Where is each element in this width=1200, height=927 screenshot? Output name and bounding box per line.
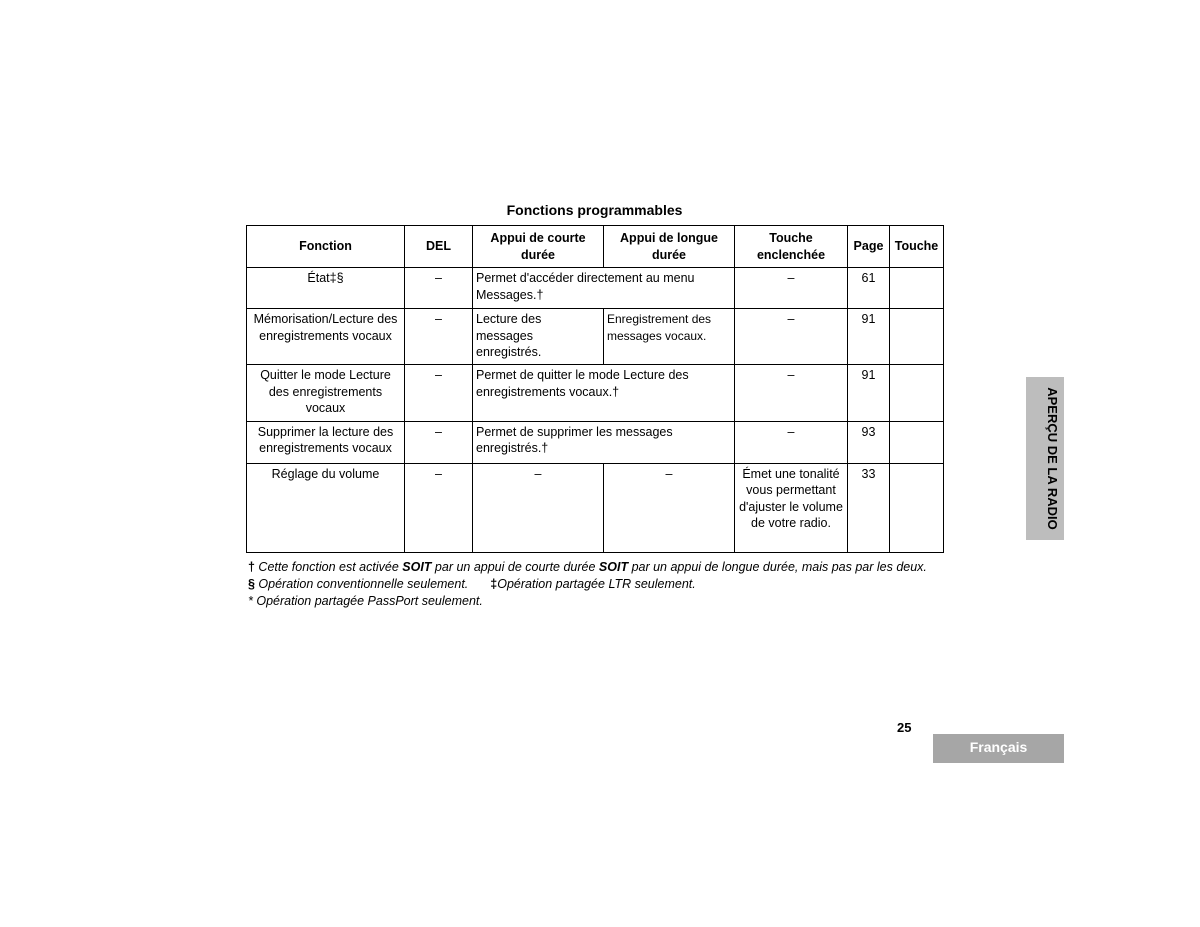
header-fonction: Fonction bbox=[247, 226, 405, 268]
cell-courte: Lecture des messages enregistrés. bbox=[473, 309, 604, 365]
table-row bbox=[247, 365, 944, 421]
cell-touche bbox=[890, 268, 944, 309]
cell-del: – bbox=[405, 268, 473, 309]
cell-action: Permet de quitter le mode Lecture des enregistrements vocaux.† bbox=[473, 365, 735, 421]
cell-page: 33 bbox=[848, 463, 890, 552]
table-header-row bbox=[247, 226, 944, 268]
dagger-symbol: † bbox=[248, 560, 255, 574]
cell-page: 91 bbox=[848, 309, 890, 365]
cell-action: Permet de supprimer les messages enregistrés.† bbox=[473, 421, 735, 463]
cell-touche bbox=[890, 463, 944, 552]
cell-page: 91 bbox=[848, 365, 890, 421]
header-touche: Touche bbox=[890, 226, 944, 268]
cell-enclenchee: – bbox=[735, 268, 848, 309]
table-row bbox=[247, 309, 944, 365]
header-page: Page bbox=[848, 226, 890, 268]
soit-emphasis: SOIT bbox=[402, 560, 432, 574]
table-row bbox=[247, 421, 944, 463]
cell-touche bbox=[890, 421, 944, 463]
cell-fonction: État‡§ bbox=[247, 268, 405, 309]
cell-touche bbox=[890, 365, 944, 421]
soit-emphasis: SOIT bbox=[598, 560, 629, 574]
section-side-tab bbox=[1026, 377, 1064, 540]
table-title: Fonctions programmables bbox=[506, 202, 683, 218]
header-touche-enclenchee: Touche enclenchée bbox=[735, 226, 848, 268]
cell-courte: – bbox=[473, 463, 604, 552]
cell-del: – bbox=[405, 309, 473, 365]
cell-fonction: Réglage du volume bbox=[247, 463, 405, 552]
cell-longue: – bbox=[604, 463, 735, 552]
footnotes bbox=[248, 559, 948, 610]
cell-fonction: Supprimer la lecture des enregistrements vocaux bbox=[247, 421, 405, 463]
star-symbol: * bbox=[248, 594, 253, 608]
page-number: 25 bbox=[897, 720, 912, 735]
cell-touche bbox=[890, 309, 944, 365]
cell-fonction: Mémorisation/Lecture des enregistrements vocaux bbox=[247, 309, 405, 365]
footnote-dagger: † Cette fonction est activée SOIT par un appui de courte durée SOIT par un appui de longue durée, mais pas par les deux. bbox=[248, 560, 927, 574]
cell-del: – bbox=[405, 421, 473, 463]
section-side-tab-label: APERÇU DE LA RADIO bbox=[1045, 387, 1060, 530]
cell-page: 61 bbox=[848, 268, 890, 309]
cell-enclenchee: Émet une tonalité vous permettant d'ajuster le volume de votre radio. bbox=[735, 463, 848, 552]
cell-page: 93 bbox=[848, 421, 890, 463]
programmable-functions-table bbox=[246, 225, 944, 553]
cell-longue: Enregistrement des messages vocaux. bbox=[604, 309, 735, 365]
section-symbol: § bbox=[248, 577, 255, 591]
header-appui-longue: Appui de longue durée bbox=[604, 226, 735, 268]
table-row bbox=[247, 463, 944, 552]
cell-enclenchee: – bbox=[735, 421, 848, 463]
language-tab: Français bbox=[933, 734, 1064, 763]
cell-enclenchee: – bbox=[735, 365, 848, 421]
table-row bbox=[247, 268, 944, 309]
cell-action: Permet d'accéder directement au menu Messages.† bbox=[473, 268, 735, 309]
cell-del: – bbox=[405, 365, 473, 421]
header-del: DEL bbox=[405, 226, 473, 268]
cell-del: – bbox=[405, 463, 473, 552]
footnote-star: * Opération partagée PassPort seulement. bbox=[248, 594, 483, 608]
header-appui-courte: Appui de courte durée bbox=[473, 226, 604, 268]
footnote-section-ddagger: § Opération conventionnelle seulement. ‡Opération partagée LTR seulement. bbox=[248, 577, 696, 591]
cell-enclenchee: – bbox=[735, 309, 848, 365]
cell-fonction: Quitter le mode Lecture des enregistrements vocaux bbox=[247, 365, 405, 421]
ddagger-symbol: ‡ bbox=[490, 577, 498, 591]
